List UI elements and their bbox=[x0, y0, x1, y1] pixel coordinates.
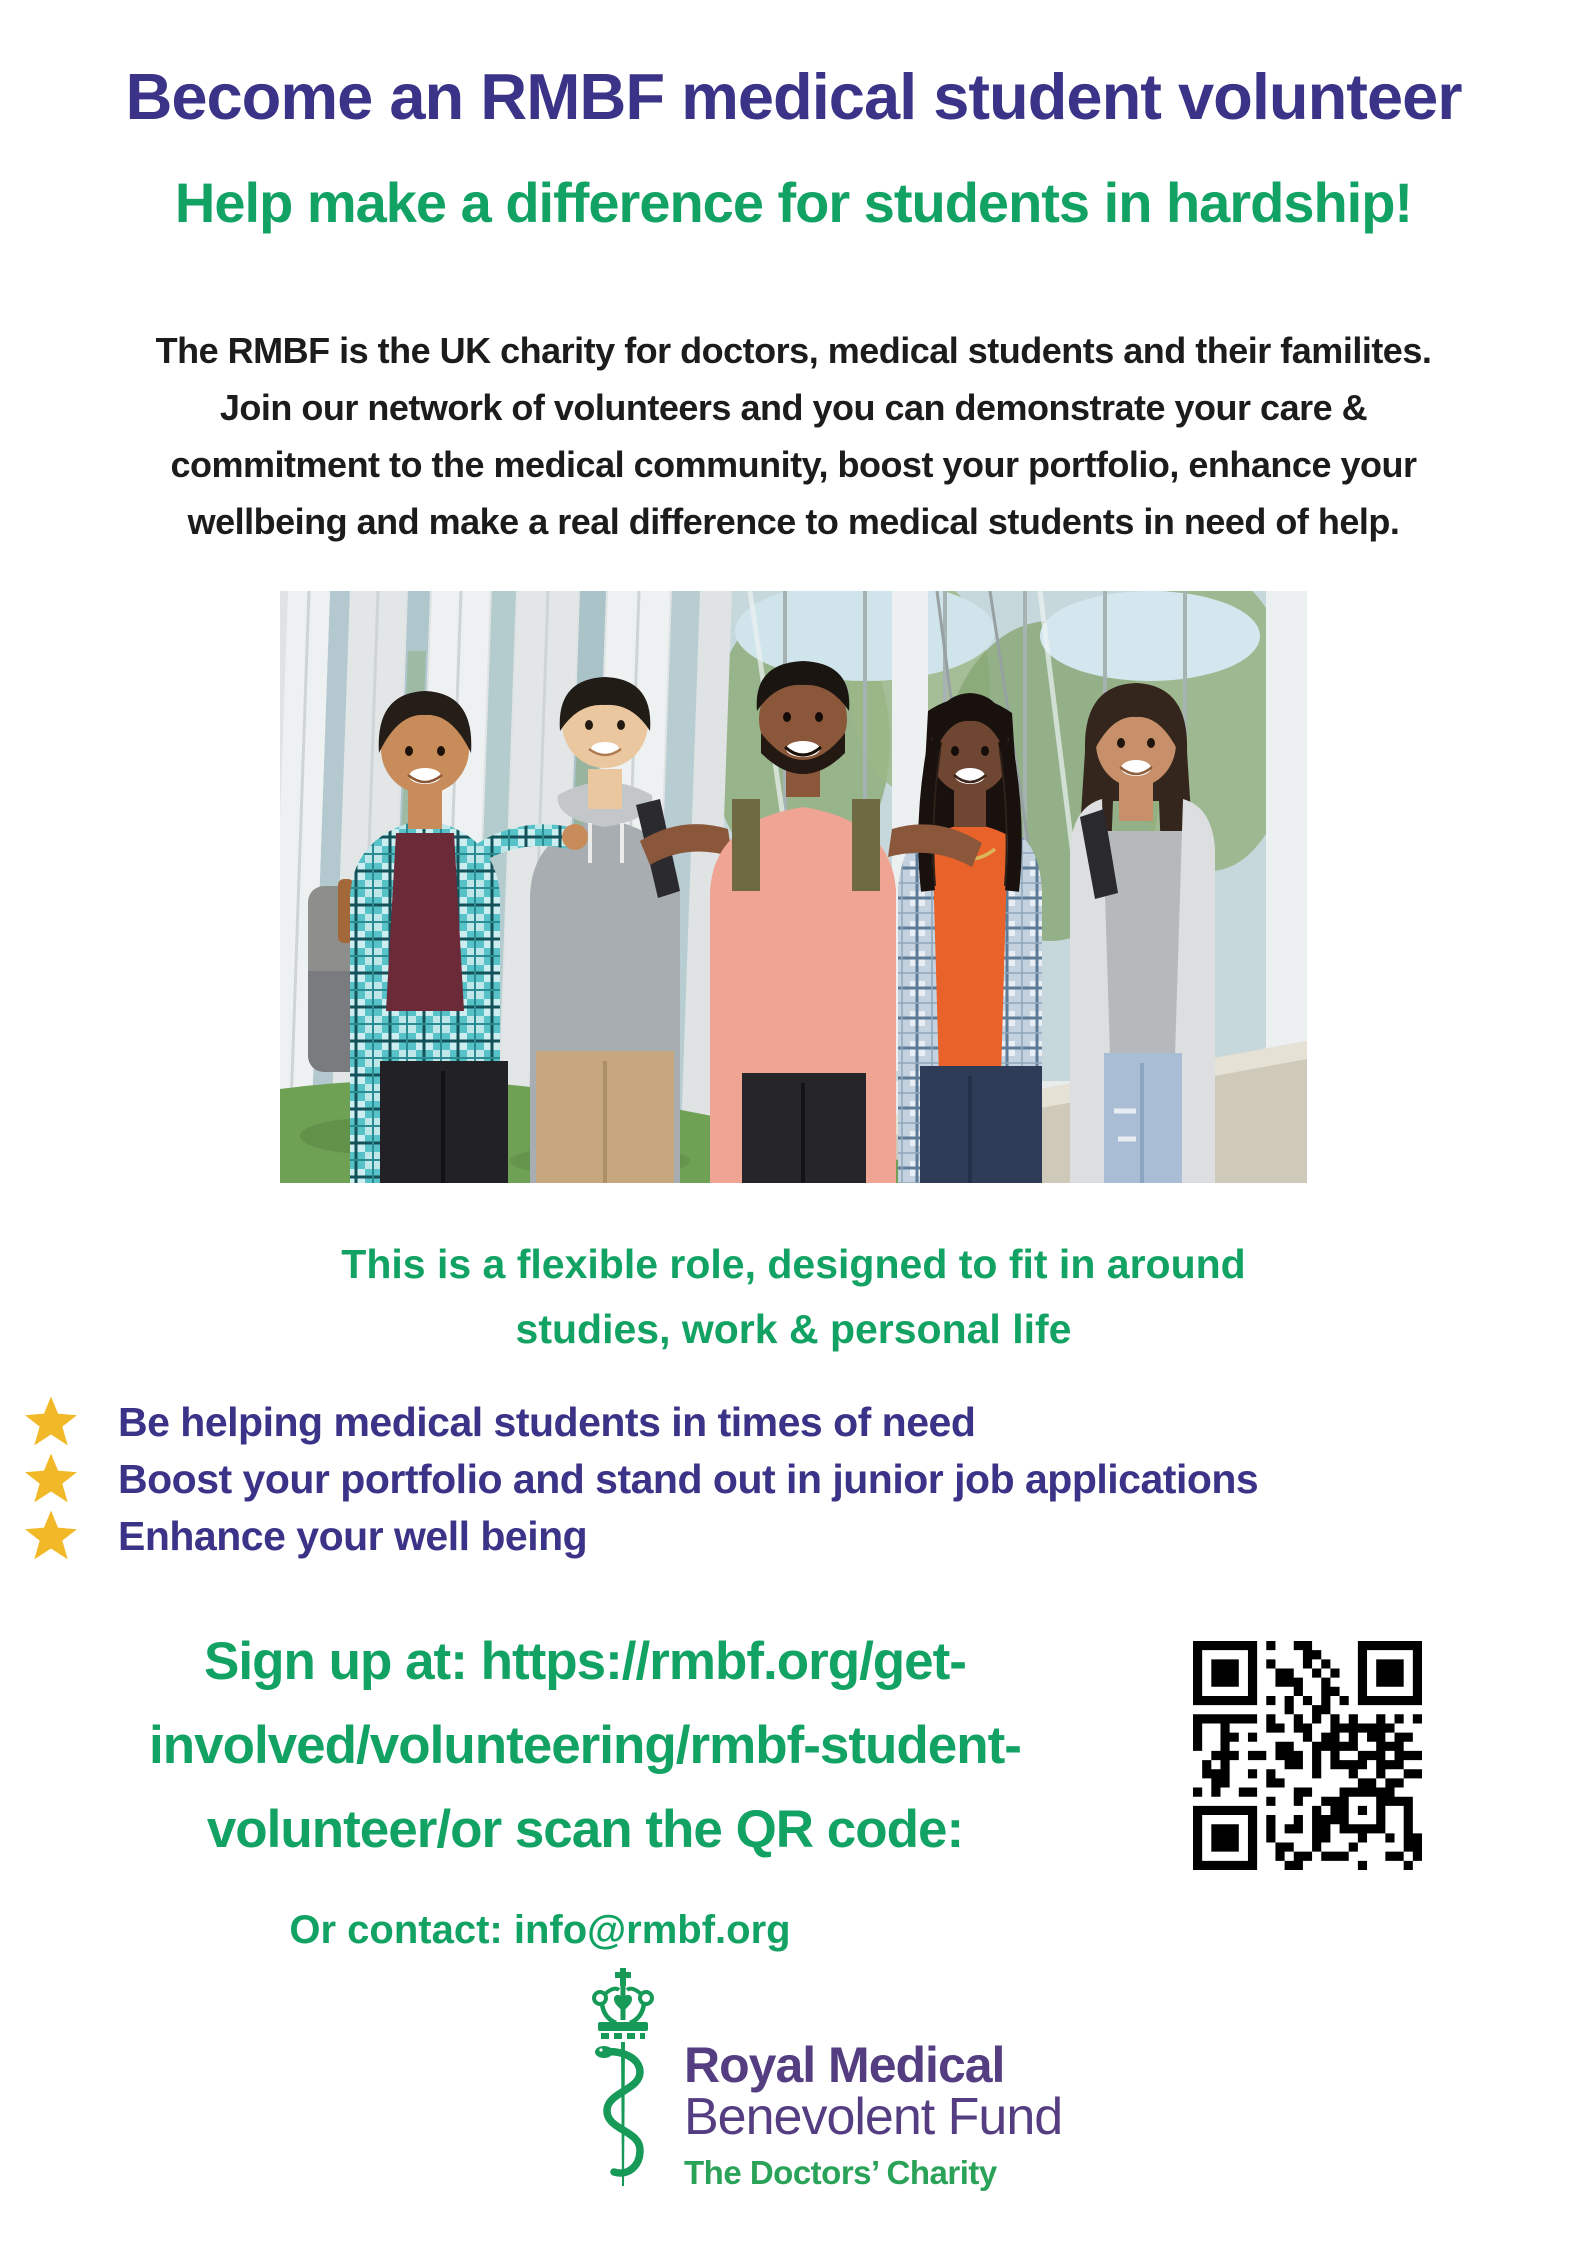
signup-url-line-1: Sign up at: https://rmbf.org/get- bbox=[204, 1632, 966, 1691]
star-icon bbox=[24, 1511, 78, 1563]
star-icon bbox=[24, 1397, 78, 1449]
flexible-note-line-1: This is a flexible role, designed to fit in around bbox=[341, 1241, 1246, 1287]
benefit-item-3 bbox=[24, 1508, 1258, 1565]
logo-name-line-1: Royal Medical bbox=[684, 2037, 1005, 2093]
signup-call-to-action bbox=[30, 1620, 1140, 1872]
benefit-text-3: Enhance your well being bbox=[118, 1513, 588, 1559]
intro-paragraph bbox=[0, 322, 1587, 550]
intro-line-4: wellbeing and make a real difference to medical students in need of help. bbox=[187, 501, 1400, 542]
intro-line-3: commitment to the medical community, boost your portfolio, enhance your bbox=[170, 444, 1417, 485]
flexible-role-note bbox=[0, 1232, 1587, 1362]
intro-line-1: The RMBF is the UK charity for doctors, medical students and their familites. bbox=[155, 330, 1432, 371]
intro-line-2: Join our network of volunteers and you can demonstrate your care & bbox=[219, 387, 1368, 428]
benefit-text-1: Be helping medical students in times of need bbox=[118, 1399, 976, 1445]
qr-code bbox=[1193, 1641, 1422, 1870]
students-photo bbox=[280, 591, 1307, 1183]
contact-line: Or contact: info@rmbf.org bbox=[289, 1908, 791, 1952]
benefit-item-2 bbox=[24, 1451, 1258, 1508]
poster-subtitle: Help make a difference for students in hardship! bbox=[174, 171, 1413, 234]
crown-staff-snake-icon bbox=[588, 1964, 658, 2200]
benefit-item-1 bbox=[24, 1394, 1258, 1451]
rmbf-logo bbox=[588, 1964, 1062, 2200]
logo-tagline: The Doctors’ Charity bbox=[684, 2154, 997, 2191]
signup-url-line-2: involved/volunteering/rmbf-student- bbox=[149, 1716, 1021, 1775]
logo-wordmark bbox=[684, 1964, 1062, 2189]
benefit-text-2: Boost your portfolio and stand out in junior job applications bbox=[118, 1456, 1259, 1502]
signup-url-line-3: volunteer/or scan the QR code: bbox=[206, 1800, 964, 1859]
benefits-list bbox=[24, 1394, 1258, 1565]
poster-title: Become an RMBF medical student volunteer bbox=[125, 60, 1462, 133]
flexible-note-line-2: studies, work & personal life bbox=[515, 1306, 1072, 1352]
star-icon bbox=[24, 1454, 78, 1506]
logo-name-line-2: Benevolent Fund bbox=[684, 2088, 1063, 2146]
